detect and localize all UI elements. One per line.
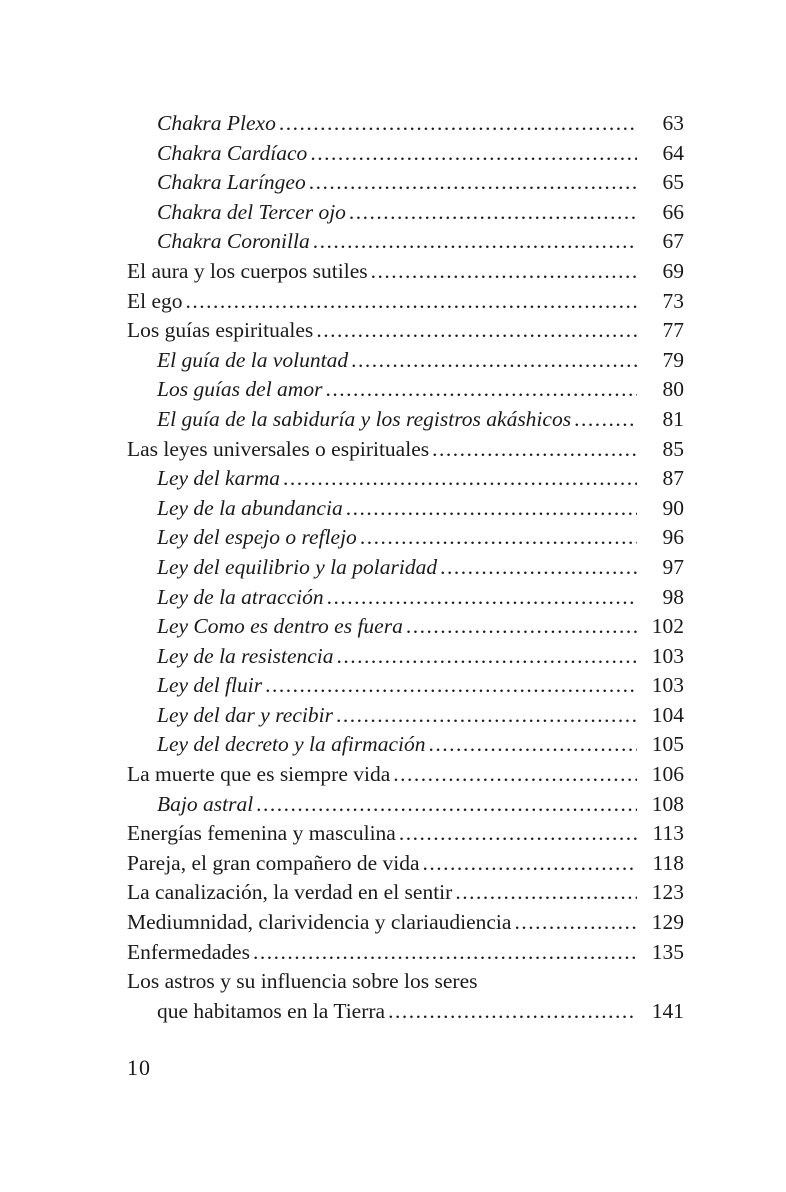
toc-entry-page: 81 [662,406,684,431]
toc-subentry [127,405,684,435]
toc-entry-page: 66 [662,199,684,224]
toc-entry [127,760,684,790]
toc-entry [127,997,684,1027]
toc-subentry [127,139,684,169]
toc-entry-page: 79 [662,347,684,372]
toc-entry [127,287,684,317]
dot-leader [393,760,637,790]
toc-entry-page: 87 [662,466,684,491]
dot-leader [351,346,637,376]
toc-entry-page: 85 [662,436,684,461]
toc-entry-title: Chakra Coronilla [157,229,310,254]
page-number: 10 [127,1055,151,1080]
table-of-contents [127,109,684,1026]
dot-leader [310,139,637,169]
toc-subentry [127,227,684,257]
dot-leader [336,701,637,731]
toc-entry [127,819,684,849]
toc-entry-title: El guía de la voluntad [157,347,349,372]
toc-entry-title: Ley del espejo o reflejo [157,525,357,550]
toc-entry-title: Ley del decreto y la afirmación [157,732,426,757]
toc-subentry [127,583,684,613]
toc-entry-title: Ley del karma [157,466,280,491]
toc-entry-page: 90 [662,495,684,520]
dot-leader [337,642,637,672]
toc-entry-title: Chakra Plexo [157,111,276,135]
toc-subentry [127,168,684,198]
toc-entry-title: El ego [127,288,183,313]
toc-subentry [127,642,684,672]
dot-leader [279,109,637,139]
dot-leader [313,227,637,257]
dot-leader [440,553,637,583]
toc-entry-title: Energías femenina y masculina [127,821,396,846]
toc-entry-title: Los guías del amor [157,377,323,402]
toc-entry-page: 104 [651,702,684,727]
toc-entry-page: 73 [662,288,684,313]
toc-entry-page: 63 [662,111,684,135]
dot-leader [325,375,637,405]
toc-subentry [127,109,684,139]
toc-subentry [127,790,684,820]
toc-subentry [127,553,684,583]
toc-entry-title: Chakra Laríngeo [157,170,306,195]
dot-leader [316,316,637,346]
toc-entry [127,878,684,908]
toc-entry-page: 129 [651,910,684,935]
toc-entry-page: 103 [651,643,684,668]
toc-subentry [127,523,684,553]
toc-subentry [127,375,684,405]
dot-leader [346,494,637,524]
toc-entry-page: 67 [662,229,684,254]
toc-entry-page: 113 [652,821,684,846]
toc-subentry [127,346,684,376]
toc-entry [127,938,684,968]
toc-entry-title: El aura y los cuerpos sutiles [127,258,368,283]
dot-leader [371,257,637,287]
toc-entry-title: La canalización, la verdad en el sentir [127,880,453,905]
toc-entry [127,257,684,287]
toc-entry-title: Chakra Cardíaco [157,140,308,165]
toc-entry-page: 105 [651,732,684,757]
toc-entry-title: Chakra del Tercer ojo [157,199,346,224]
toc-entry-title: Ley del equilibrio y la polaridad [157,554,438,579]
toc-entry-page: 123 [651,880,684,905]
dot-leader [309,168,637,198]
toc-entry-page: 97 [662,554,684,579]
toc-entry-title: Pareja, el gran compañero de vida [127,850,420,875]
toc-entry-page: 102 [651,614,684,639]
dot-leader [186,287,637,317]
toc-entry-page: 118 [652,850,684,875]
toc-entry-title: Mediumnidad, clarividencia y clariaudiencia [127,910,512,935]
toc-subentry [127,612,684,642]
toc-entry [127,849,684,879]
dot-leader [406,612,637,642]
toc-entry [127,435,684,465]
dot-leader [253,938,637,968]
toc-entry-title: Ley Como es dentro es fuera [157,614,403,639]
dot-leader [574,405,637,435]
toc-entry-title: El guía de la sabiduría y los registros akáshicos [157,406,572,431]
toc-entry-title: La muerte que es siempre vida [127,762,391,787]
toc-entry-page: 98 [662,584,684,609]
dot-leader [423,849,637,879]
toc-entry [127,908,684,938]
toc-entry-title: Los guías espirituales [127,318,314,343]
toc-subentry [127,701,684,731]
toc-entry-title: Enfermedades [127,939,250,964]
dot-leader [432,435,637,465]
dot-leader [399,819,637,849]
dot-leader [265,671,637,701]
toc-subentry [127,198,684,228]
toc-subentry [127,730,684,760]
toc-entry-page: 106 [651,762,684,787]
toc-entry-page: 80 [662,377,684,402]
toc-entry-page: 103 [651,673,684,698]
dot-leader [349,198,637,228]
dot-leader [514,908,637,938]
dot-leader [388,997,637,1027]
dot-leader [256,790,637,820]
dot-leader [455,878,637,908]
toc-entry-page: 77 [662,318,684,343]
toc-entry-page: 96 [662,525,684,550]
toc-entry-page: 65 [662,170,684,195]
toc-entry-title-line1: Los astros y su influencia sobre los seres [127,969,478,994]
toc-entry-title: Ley del dar y recibir [157,702,333,727]
toc-entry-page: 135 [651,939,684,964]
toc-entry-title: Bajo astral [157,791,254,816]
toc-entry-page: 69 [662,258,684,283]
toc-entry-page: 141 [651,998,684,1023]
dot-leader [360,523,637,553]
toc-entry-title: Ley de la resistencia [157,643,334,668]
toc-subentry [127,494,684,524]
toc-entry-title: Ley de la atracción [157,584,324,609]
toc-subentry [127,464,684,494]
dot-leader [428,730,637,760]
toc-entry-title: Ley del fluir [157,673,263,698]
toc-entry-page: 108 [651,791,684,816]
toc-subentry [127,671,684,701]
toc-entry-title: Ley de la abundancia [157,495,343,520]
toc-entry-title-line2: que habitamos en la Tierra [157,998,386,1023]
dot-leader [283,464,637,494]
dot-leader [327,583,637,613]
toc-entry-title: Las leyes universales o espirituales [127,436,430,461]
toc-entry-page: 64 [662,140,684,165]
toc-entry [127,316,684,346]
